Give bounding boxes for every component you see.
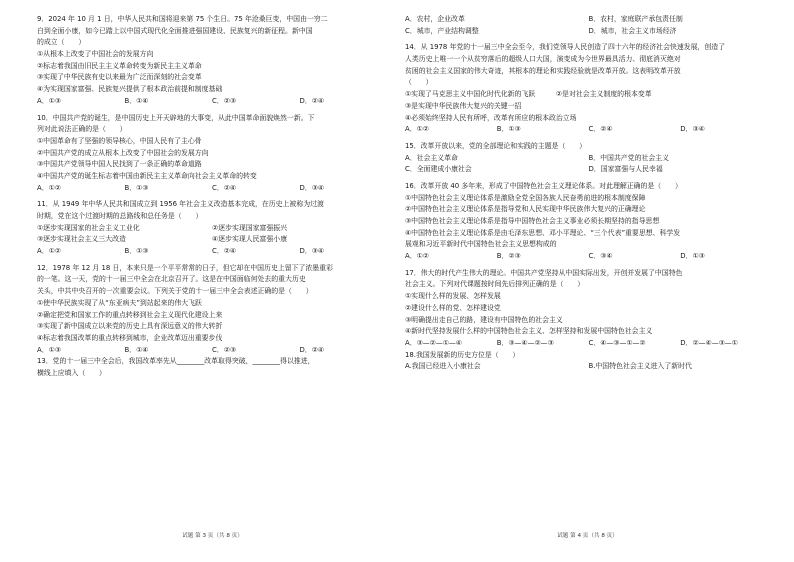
page-right [397,0,794,562]
option-c: C．全面建成小康社会 [405,165,472,174]
question-16-item: ③中国特色社会主义理论体系是指导中国特色社会主义事业必须长期坚持的指导思想 [405,217,660,225]
option-d: D．城市，社会主义市场经济 [588,26,677,35]
option-b: B．中国共产党的社会主义 [588,153,670,162]
question-12-item: ③实现了新中国成立以来党的历史上具有深远意义的伟大转折 [37,322,223,331]
option-a: A．③—②—①—④ [405,338,462,347]
question-12 [37,263,387,357]
question-12-stem-line: 12．1978 年 12 月 18 日，本来只是一个平平常常的日子，但它却在中国历史上留下了浓墨重彩 [37,263,333,272]
question-9-item: ③实现了中华民族有史以来最为广泛而深刻的社会变革 [37,73,202,82]
question-9-item: ②标志着我国由旧民主主义革命转变为新民主主义革命 [37,61,202,70]
question-12-options [37,345,387,357]
question-16-item: ④中国特色社会主义理论体系是由毛泽东思想、邓小平理论、“三个代表”重要思想、科学发 [405,228,681,237]
option-b: B．①③ [124,247,149,256]
option-c: C．②④ [212,183,237,192]
question-13-options [405,14,772,26]
option-a: A．①③ [37,345,61,354]
question-13-options [405,26,772,38]
option-c: C．②④ [588,125,613,134]
question-11-items-row [37,223,387,235]
question-13-stem-line: 横线上应填入（ ） [37,368,106,377]
question-18 [405,350,772,373]
question-16-item: ②中国特色社会主义理论体系是指导党和人民实现中华民族伟大复兴的正确理论 [405,205,646,214]
question-14-options [405,124,772,136]
question-11-items-row [37,234,387,246]
question-12-item: ①使中华民族实现了从“东亚病夫”到站起来的伟大飞跃 [37,298,202,307]
option-b: B．②③ [496,252,521,261]
question-10-item: ③中国共产党领导中国人民找到了一条正确的革命道路 [37,160,202,169]
question-9-options [37,96,387,108]
question-17-item: ③明确提出走自己的路，建设有中国特色的社会主义 [405,315,563,324]
option-d: D．国家富强与人民幸福 [588,165,663,174]
option-c: C．②③ [212,96,237,105]
question-11-item: ④逐步实现人民富强小康 [212,235,288,244]
option-a: A．①③ [37,96,61,105]
page-footer: 试题 第 3 页（共 8 页） [182,533,243,539]
question-14-stem-line: 14．从 1978 年党的十一届三中全会至今，我们党领导人民创造了四十六年的经济社会快速发展，创造了 [405,43,726,52]
question-13 [37,356,387,379]
question-10 [37,113,387,195]
option-c: C．②④ [212,247,237,256]
question-13-stem-line: 13．党的十一届三中全会后，我国改革率先从________改革取得突破，________得以推进， [37,357,315,366]
option-d: D．③④ [299,183,325,192]
question-11-stem-line: 时期，党在这个过渡时期的总路线和总任务是（ ） [37,212,203,220]
option-a: A．①② [405,252,429,261]
question-15-options [405,153,772,165]
option-d: D．②④ [299,345,325,354]
question-9 [37,14,387,108]
question-15-options [405,164,772,176]
question-11-options [37,246,387,258]
question-9-item: ④为实现国家富强、民族复兴提供了根本政治前提和制度基础 [37,85,223,94]
option-c: C．②③ [212,345,237,354]
question-17 [405,268,772,350]
question-14-item: ①实现了马克思主义中国化时代化新的飞跃 ②是对社会主义制度的根本变革 [405,90,652,99]
question-15 [405,141,772,176]
option-b: B．①④ [124,96,149,105]
option-d: D．③④ [680,125,705,134]
question-16 [405,181,772,263]
option-c: C．城市，产业结构调整 [405,26,479,35]
option-a: A．①② [37,183,61,192]
question-18-stem-line: 18.我国发展新的历史方位是（ ） [405,350,520,359]
option-b: B.中国特色社会主义进入了新时代 [588,362,692,371]
question-16-item: ①中国特色社会主义理论体系是激励全党全国各族人民奋勇前进的根本制度保障 [405,193,646,202]
option-a: A．①② [37,247,61,256]
option-b: B．农村，家庭联产承包责任制 [588,15,683,23]
option-c: C．③④ [588,252,613,261]
left-column [37,14,387,380]
question-17-item: ①实现什么样的发展、怎样发展 [405,292,501,301]
question-10-item: ④中国共产党的诞生标志着中国由新民主主义革命向社会主义革命的转变 [37,171,257,180]
question-12-item: ④标志着我国改革的重点转移到城市，企业改革迈出重要步伐 [37,333,223,342]
question-11 [37,199,387,257]
option-b: B．①③ [124,183,149,192]
question-17-options [405,338,772,350]
question-17-stem-line: 17．伟大的时代产生伟大的理论。中国共产党坚持从中国实际出发，开创并发展了中国特色 [405,268,683,277]
option-a: A.我国已经进入小康社会 [405,362,481,371]
question-14-stem-line: （ ） [405,78,433,87]
question-17-item: ②建设什么样的党、怎样建设党 [405,303,501,312]
question-9-stem-line: 9．2024 年 10 月 1 日，中华人民共和国将迎来第 75 个生日。75 年沧桑巨变，中国由一穷二 [37,15,328,23]
question-16-item: 展观和习近平新时代中国特色社会主义思想构成的 [405,240,557,249]
question-11-item: ①逐步实现国家的社会主义工业化 [37,223,140,232]
question-14-stem-line: 人类历史上唯一一个从贫穷落后的超级人口大国，演变成为今世界最具活力、彻底消灭绝对 [405,55,681,64]
option-b: B．①④ [124,345,149,354]
question-10-item: ②中国共产党的成立从根本上改变了中国社会的发展方向 [37,148,209,157]
question-10-stem-line: 10．中国共产党的诞生，是中国历史上开天辟地的大事变，从此中国革命面貌焕然一新。下 [37,113,315,122]
option-d: D．②—④—③—① [680,338,738,347]
option-a: A．①② [405,125,429,134]
question-11-stem-line: 11．从 1949 年中华人民共和国成立到 1956 年社会主义改造基本完成，在历史上被称为过渡 [37,200,324,209]
question-12-item: ②确定把党和国家工作的重点转移到社会主义现代化建设上来 [37,310,223,319]
question-14-item: ③是实现中华民族伟大复兴的关键一招 [405,101,522,110]
question-9-stem-line: 的成立（ ） [37,38,86,47]
question-10-stem-line: 列对此说法正确的是（ ） [37,125,127,134]
question-17-stem-line: 社会主义。下列对代课题按时间先后排列正确的是（ ） [405,280,585,289]
question-18-options [405,361,772,373]
option-b: B．③—④—②—③ [496,338,554,347]
question-15-stem-line: 15．改革开放以来，党的全部理论和实践的主题是（ ） [405,141,587,150]
option-a: A．农村，企业改革 [405,15,465,23]
question-16-options [405,251,772,263]
question-14 [405,42,772,136]
option-d: D．②④ [299,96,325,105]
question-9-item: ①从根本上改变了中国社会的发展方向 [37,50,154,59]
question-17-item: ④新时代坚持发展什么样的中国特色社会主义、怎样坚持和发展中国特色社会主义 [405,327,653,336]
question-11-item: ②逐步实现国家富强振兴 [212,223,288,232]
page-footer: 试题 第 4 页（共 8 页） [557,533,618,539]
option-d: D．③④ [299,247,325,256]
question-10-options [37,183,387,195]
question-10-item: ①中国革命有了坚强的领导核心，中国人民有了主心骨 [37,136,202,145]
question-12-stem-line: 关头，中共中央召开的一次重要会议。下列关于党的十一届三中全会表述正确的是（ ） [37,287,313,296]
option-b: B．①③ [496,125,521,134]
right-column [405,14,772,373]
question-9-stem-line: 白到全面小康，如今已踏上以中国式现代化全面推进强国建设、民族复兴的新征程。新中国 [37,26,313,35]
question-12-stem-line: 的一笔。这一天，党的十一届三中全会在北京召开了。这是在中国面临何处去的重大历史 [37,275,306,284]
question-14-stem-line: 贫困的社会主义国家的伟大奇迹，其根本的理论和实践经验就是改革开放。这表明改革开放 [405,66,681,75]
option-c: C．④—③—①—② [588,338,646,347]
option-a: A．社会主义革命 [405,153,458,162]
question-16-stem-line: 16．改革开放 40 多年来，形成了中国特色社会主义理论体系。对此理解正确的是（ ） [405,181,682,190]
question-14-item: ④必须始终坚持人民有所呼，改革有所应的根本政治立场 [405,113,577,122]
question-11-item: ③逐步实现社会主义三大改造 [37,235,126,244]
option-d: D．①③ [680,252,705,261]
